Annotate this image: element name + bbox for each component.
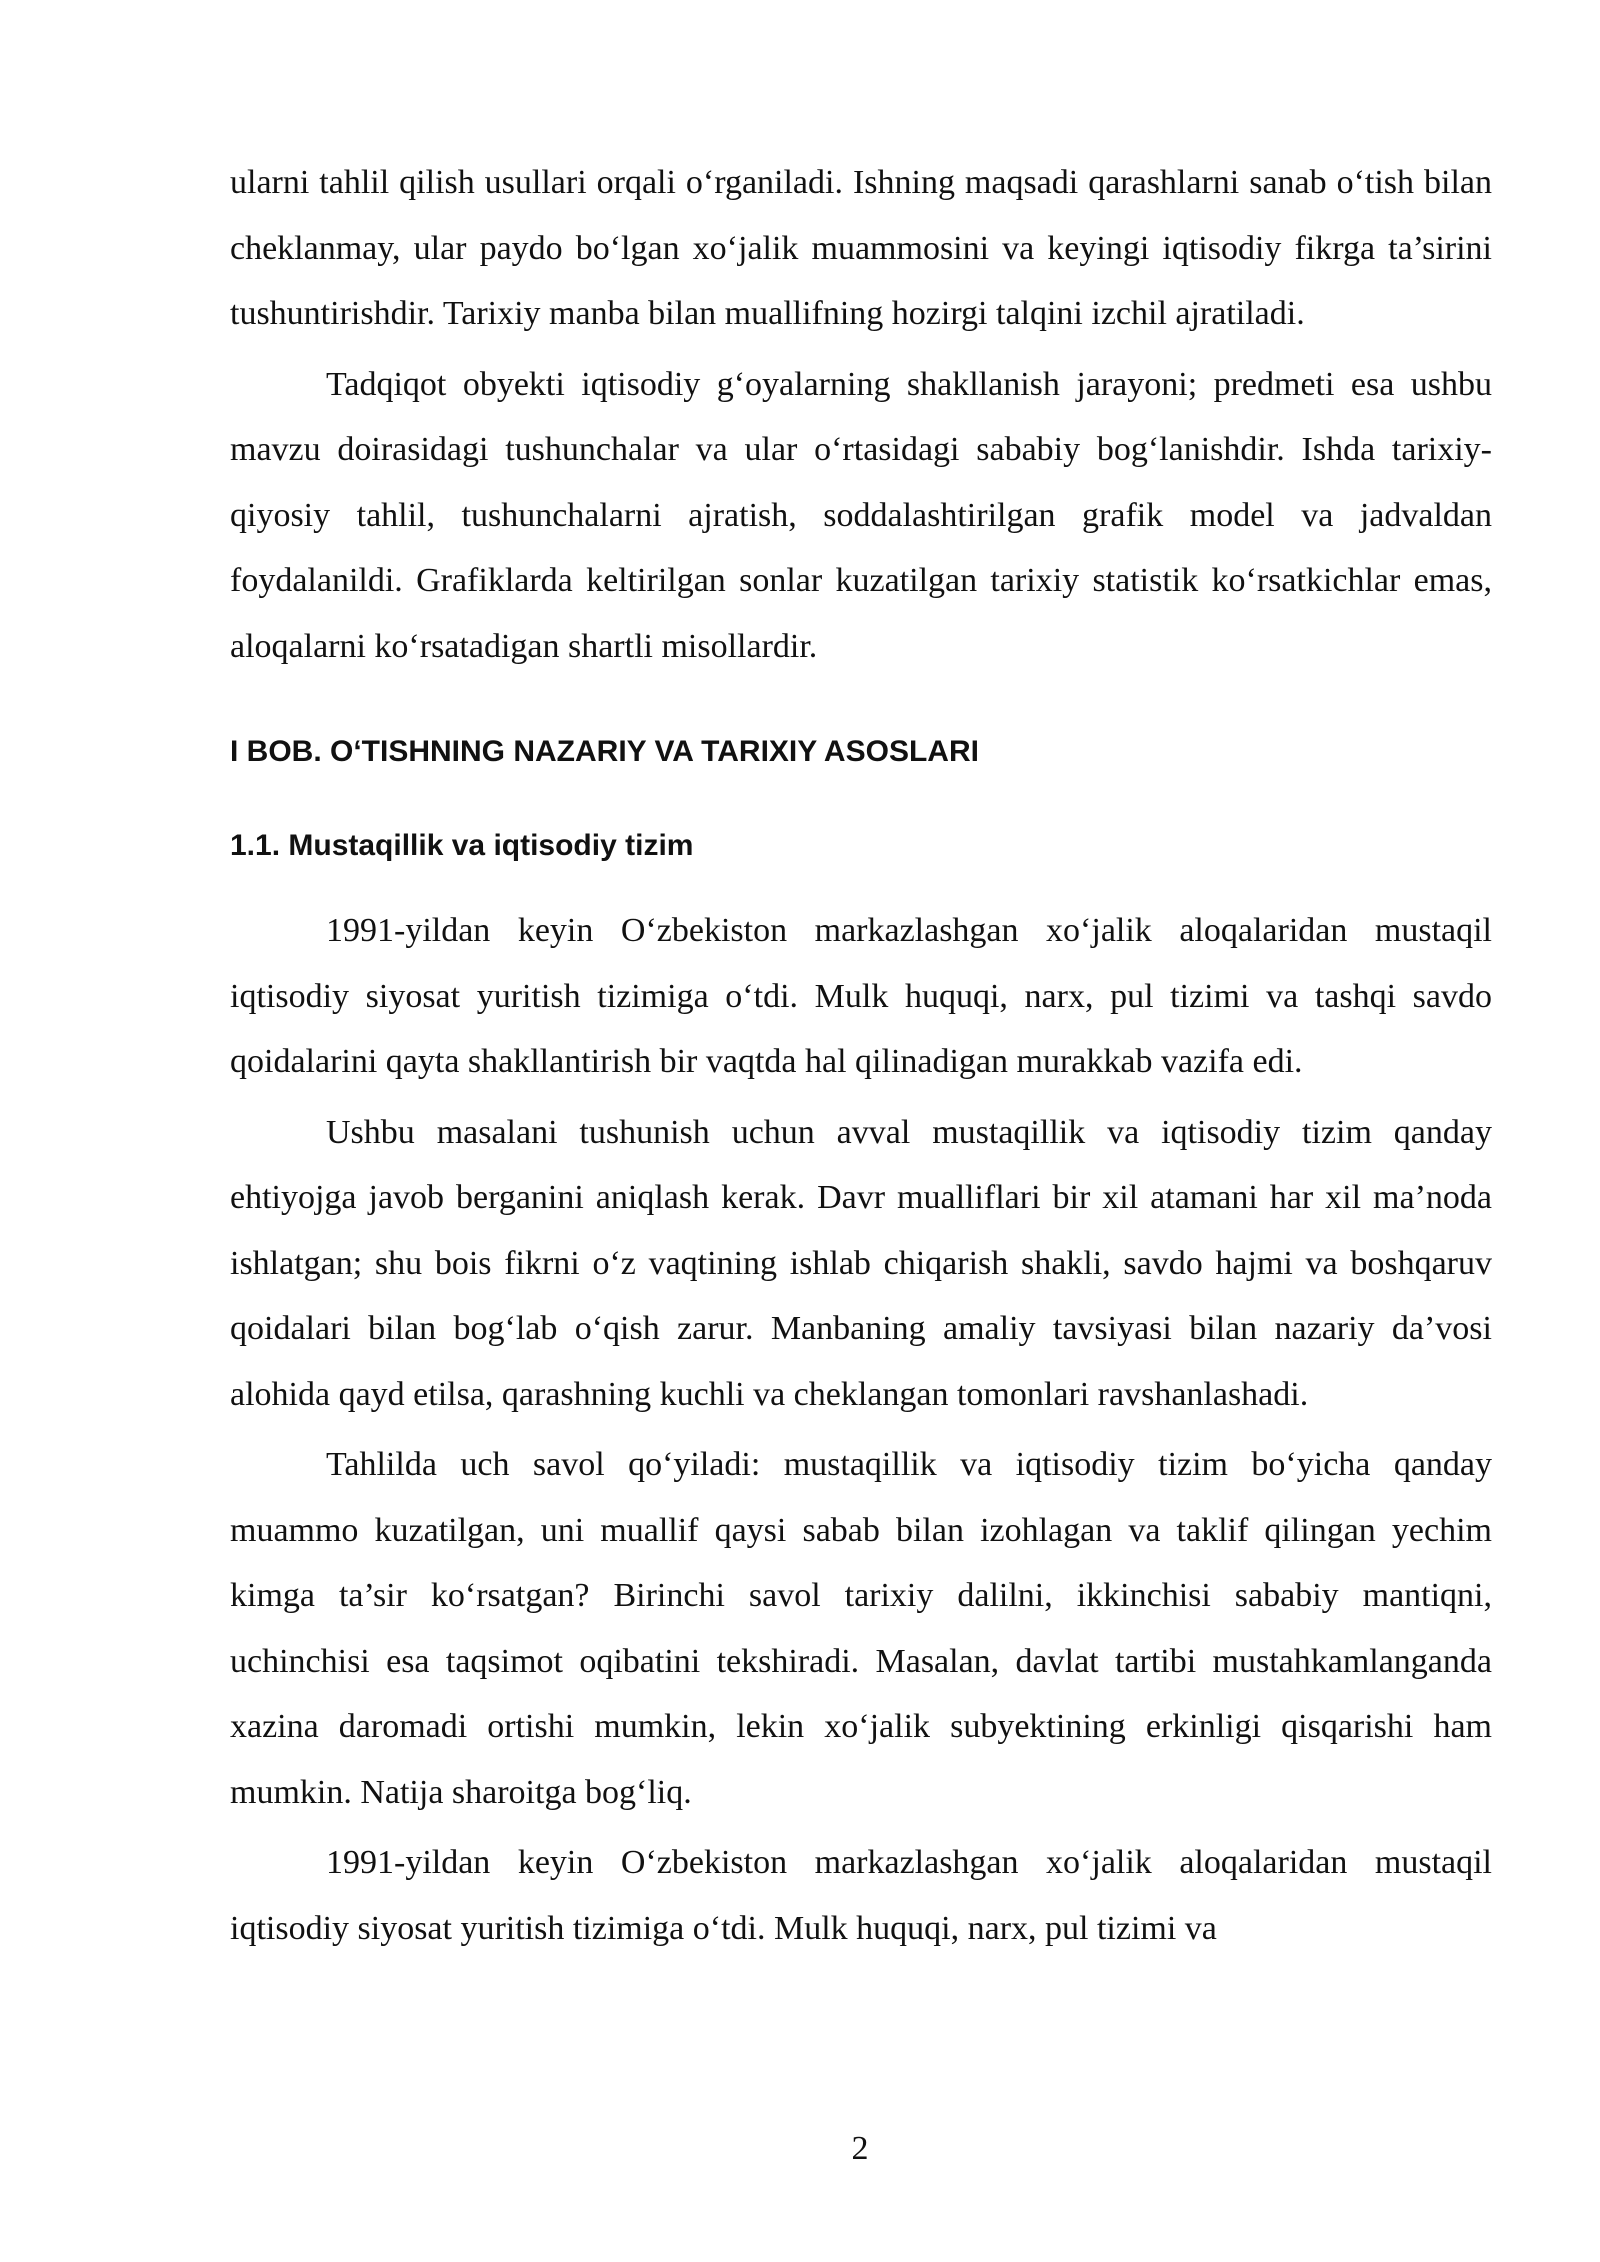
paragraph-intro-continued: ularni tahlil qilish usullari orqali o‘rganiladi. Ishning maqsadi qarashlarni sanab o‘tish bilan cheklanmay, ular paydo bo‘lgan xo‘jalik muammosini va keyingi iqtisodiy fikrga ta’sirini tushuntirishdir. Tarixiy manba bilan muallifning hozirgi talqini izchil ajratiladi. (230, 164, 1492, 332)
paragraph-understanding: Ushbu masalani tushunish uchun avval mustaqillik va iqtisodiy tizim qanday ehtiyojga javob berganini aniqlash kerak. Davr mualliflari bir xil atamani har xil ma’noda ishlatgan; shu bois fikrni o‘z vaqtining ishlab chiqarish shakli, savdo hajmi va boshqaruv qoidalari bilan bog‘lab o‘qish zarur. Manbaning amaliy tavsiyasi bilan nazariy da’vosi alohida qayd etilsa, qarashning kuchli va cheklangan tomonlari ravshanlashadi. (230, 1113, 1492, 1413)
section-heading: 1.1. Mustaqillik va iqtisodiy tizim (230, 829, 694, 862)
paragraph-analysis-questions: Tahlilda uch savol qo‘yiladi: mustaqillik va iqtisodiy tizim bo‘yicha qanday muammo kuzatilgan, uni muallif qaysi sabab bilan izohlagan va taklif qilingan yechim kimga ta’sir ko‘rsatgan? Birinchi savol tarixiy dalilni, ikkinchisi sababiy mantiqni, uchinchisi esa taqsimot oqibatini tekshiradi. Masalan, davlat tartibi mustahkamlanganda xazina daromadi ortishi mumkin, lekin xo‘jalik subyektining erkinligi qisqarishi ham mumkin. Natija sharoitga bog‘liq. (230, 1446, 1492, 1811)
paragraph-research-object: Tadqiqot obyekti iqtisodiy g‘oyalarning shakllanish jarayoni; predmeti esa ushbu mavzu doirasidagi tushunchalar va ular o‘rtasidagi sababiy bog‘lanishdir. Ishda tarixiy-qiyosiy tahlil, tushunchalarni ajratish, soddalashtirilgan grafik model va jadvaldan foydalanildi. Grafiklarda keltirilgan sonlar kuzatilgan tarixiy statistik ko‘rsatkichlar emas, aloqalarni ko‘rsatadigan shartli misollardir. (230, 365, 1492, 665)
chapter-heading: I BOB. O‘TISHNING NAZARIY VA TARIXIY ASOSLARI (230, 735, 979, 768)
paragraph-independence-repeat: 1991-yildan keyin O‘zbekiston markazlashgan xo‘jalik aloqalaridan mustaqil iqtisodiy siyosat yuritish tizimiga o‘tdi. Mulk huquqi, narx, pul tizimi va (230, 1844, 1492, 1947)
page-number: 2 (851, 2130, 869, 2167)
document-page (230, 150, 1492, 1966)
paragraph-independence: 1991-yildan keyin O‘zbekiston markazlashgan xo‘jalik aloqalaridan mustaqil iqtisodiy siyosat yuritish tizimiga o‘tdi. Mulk huquqi, narx, pul tizimi va tashqi savdo qoidalarini qayta shakllantirish bir vaqtda hal qilinadigan murakkab vazifa edi. (230, 912, 1492, 1080)
